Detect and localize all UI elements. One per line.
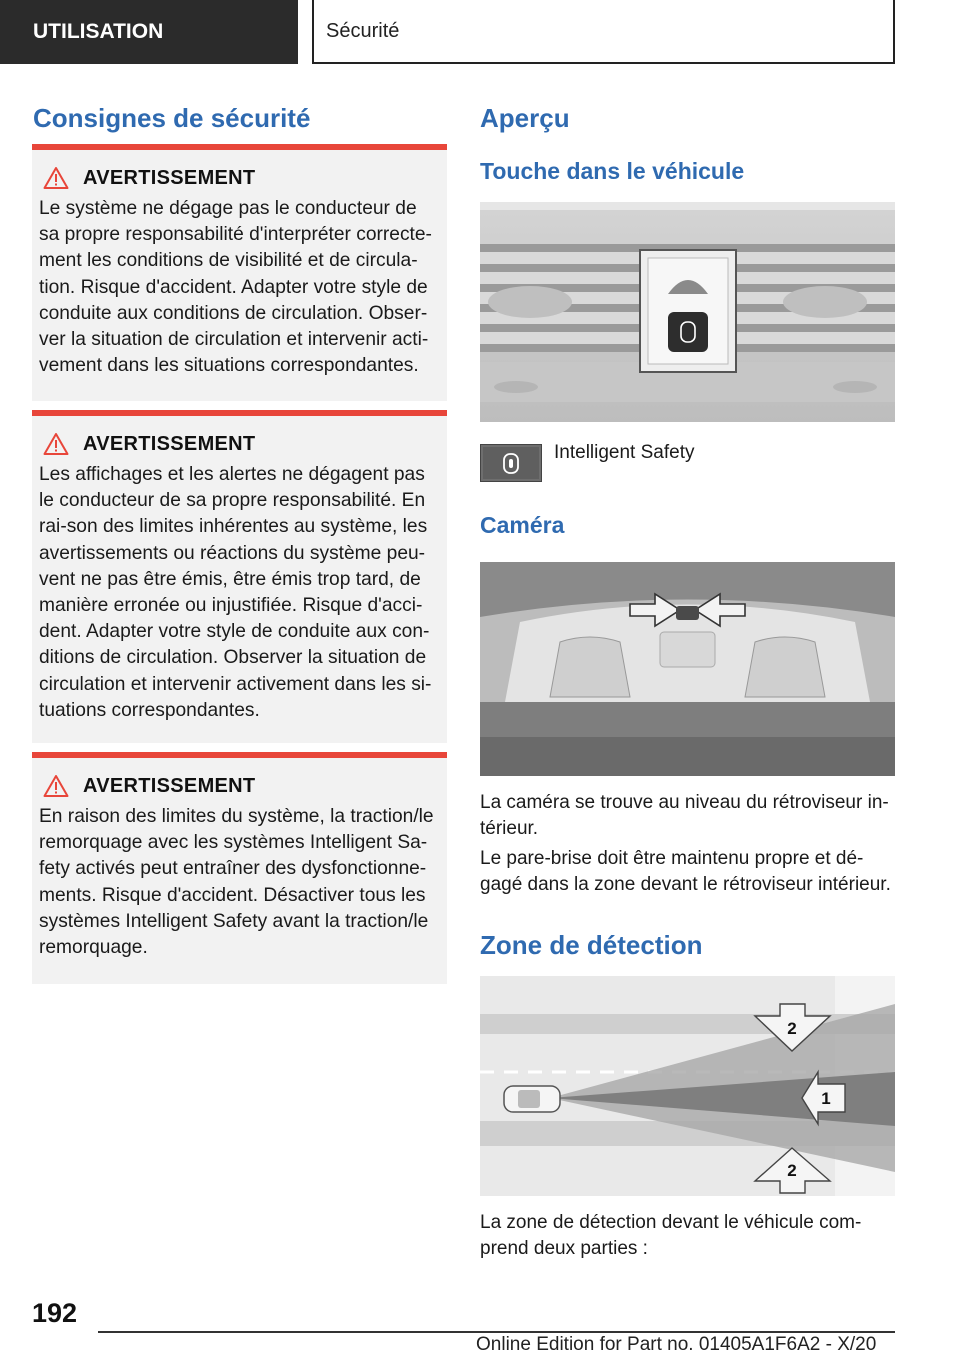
subsection-title-camera: Caméra (480, 512, 565, 538)
button-in-vehicle-illustration (480, 202, 895, 422)
car-icon (504, 1086, 560, 1112)
chapter-tab (0, 0, 298, 64)
footer-divider (98, 1331, 895, 1333)
detection-zone-text: La zone de détection devant le véhicule com-prend deux parties : (480, 1212, 862, 1259)
chapter-label: UTILISATION (33, 20, 164, 43)
section-title-detection-zone: Zone de détection (480, 930, 703, 960)
button-caption: Intelligent Safety (554, 442, 695, 463)
warning-label: AVERTISSEMENT (83, 432, 256, 455)
camera-illustration (480, 562, 895, 776)
warning-triangle-icon (43, 432, 69, 456)
warning-triangle-icon (43, 166, 69, 190)
warning-text: Le système ne dégage pas le conducteur de sa propre responsabilité d'interpréter correcte-ment les conditions de visibilité et de circula-tion. Risque d'accident. Adapter votre style de conduite aux conditions de circulation. Obser-ver la situation de circulation et intervenir acti-vement dans les situations correspondantes. (39, 198, 432, 377)
warning-label: AVERTISSEMENT (83, 774, 256, 797)
warning-box-2 (32, 410, 447, 743)
camera-text-2: Le pare-brise doit être maintenu propre et dé-gagé dans la zone devant le rétroviseur intérieur. (480, 848, 891, 895)
warning-box-3 (32, 752, 447, 984)
warning-label: AVERTISSEMENT (83, 166, 256, 189)
zone-label-2-bottom: 2 (787, 1161, 797, 1180)
zone-label-2-top: 2 (787, 1019, 797, 1038)
section-title-safety: Consignes de sécurité (33, 103, 311, 133)
warning-header (39, 432, 441, 456)
edition-note: Online Edition for Part no. 01405A1F6A2 - X/20 (476, 1334, 877, 1355)
detection-zone-diagram (480, 976, 895, 1196)
camera-text-1: La caméra se trouve au niveau du rétroviseur in-térieur. (480, 792, 889, 839)
warning-header (39, 774, 441, 798)
zone-label-1: 1 (821, 1089, 831, 1108)
warning-box-1 (32, 144, 447, 401)
section-label: Sécurité (326, 19, 400, 42)
intelligent-safety-button-icon (480, 444, 542, 482)
section-title-overview: Aperçu (480, 103, 570, 133)
warning-triangle-icon (43, 774, 69, 798)
page-number: 192 (32, 1298, 78, 1328)
warning-text: Les affichages et les alertes ne dégagent pas le conducteur de sa propre responsabilité. En rai-son des limites inhérentes au système, les avertissements ou réactions du système peu-vent ne pas être émis, être émis trop tard, de manière erronée ou injustifiée. Risque d'acci-dent. Adapter votre style de conduite aux con-ditions de circulation. Observer la situation de circulation et intervenir activement dans les si-tuations correspondantes. (39, 464, 432, 721)
warning-text: En raison des limites du système, la traction/le remorquage avec les systèmes Intelligent Sa-fety activés peut entraîner des dysfonctionne-ments. Risque d'accident. Désactiver tous les systèmes Intelligent Safety avant la traction/le remorquage. (39, 806, 434, 959)
warning-header (39, 166, 441, 190)
subsection-title-button: Touche dans le véhicule (480, 158, 745, 184)
section-header (312, 0, 895, 64)
